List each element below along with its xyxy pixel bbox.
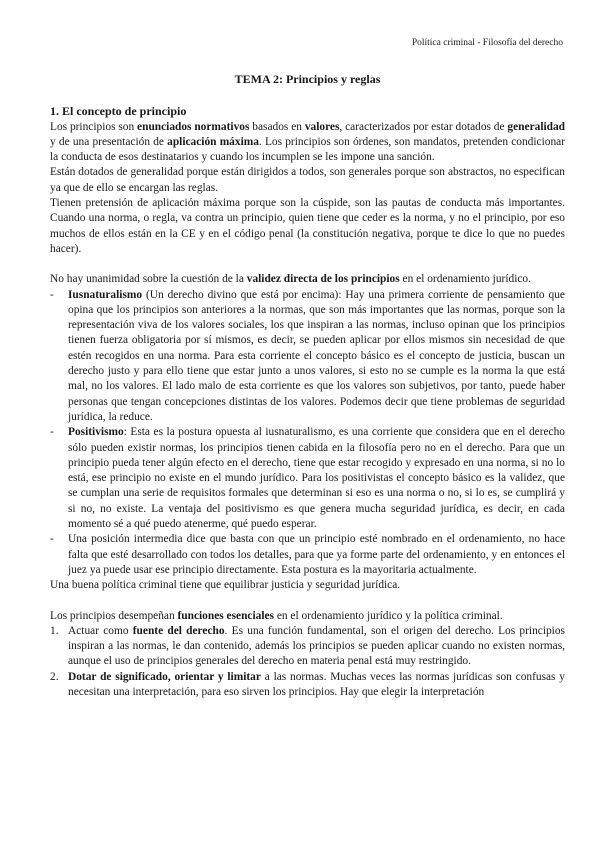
paragraph-validity: No hay unanimidad sobre la cuestión de la validez directa de los principios en el ordenamiento jurídico.: [50, 273, 531, 286]
paragraph-application: Tienen pretensión de aplicación máxima porque son la cúspide, son las pautas de conducta más importantes. Cuando una norma, o regla, va contra un principio, quien tiene que ceder es la norma, y no el principio, por eso muchos de ellos están en la CE y en el código penal (la constitución negativa, porque te dice lo que no puedes hacer).: [50, 197, 565, 255]
list-item: 2. Dotar de significado, orientar y limitar a las normas. Muchas veces las normas jurídicas son confusas y necesitan una interpretación, para eso sirven los principios. Hay que elegir la interpretación: [50, 670, 565, 698]
section-heading: 1. El concepto de principio: [50, 104, 187, 119]
paragraph-balance: Una buena política criminal tiene que equilibrar justicia y seguridad jurídica.: [50, 579, 401, 592]
list-item: - Una posición intermedia dice que basta con que un principio esté nombrado en el ordenamiento, no hace falta que esté desarrollado con todos los detalles, para que ya forme parte del ordenamiento, y en entonces el juez ya puede usar ese principio directamente. Esta postura es la mayoritaria actualmente.: [50, 533, 565, 576]
currents-list: [50, 288, 565, 579]
page-title: TEMA 2: Principios y reglas: [234, 72, 381, 86]
running-header: Política criminal - Filosofía del derecho: [411, 38, 563, 48]
list-item: - Positivismo: Esta es la postura opuesta al iusnaturalismo, es una corriente que considera que en el derecho sólo pueden existir normas, los principios tienen cabida en la filosofía pero no en el derecho. Para que un principio pueda tener algún efecto en el derecho, tiene que estar recogido y expresado en una norma, si no lo está, ese principio no existe en el mundo jurídico. Para los positivistas el concepto básico es la validez, que se cumplan una serie de requisitos formales que determinan si eso es una norma o no, si lo es, se cumplirá y si no, no existe. La ventaja del positivismo es que genera mucha seguridad jurídica, es decir, en cada momento sé a qué puedo atenerme, qué puedo esperar.: [50, 426, 565, 531]
document-body: [50, 72, 565, 700]
paragraph-generality: Están dotados de generalidad porque están dirigidos a todos, son generales porque son abstractos, no especifican ya que de ello se encargan las reglas.: [50, 166, 565, 194]
list-item: 1. Actuar como fuente del derecho. Es una función fundamental, son el origen del derecho. Los principios inspiran a las normas, le dan contenido, además los principios se pueden aplicar cuando no existen normas, aunque el uso de principios generales del derecho en materia penal está muy restringido.: [50, 624, 565, 668]
functions-list: [50, 624, 565, 700]
paragraph-functions-intro: Los principios desempeñan funciones esenciales en el ordenamiento jurídico y la política criminal.: [50, 609, 503, 622]
list-item: - Iusnaturalismo (Un derecho divino que está por encima): Hay una primera corriente de pensamiento que opina que los principios son anteriores a la normas, que son más importantes que las normas, porque son la representación viva de los valores sociales, los que inspiran a las normas, incluso opinan que los principios tienen fuerza obligatoria por sí mismos, es decir, se pueden aplicar por ellos mismos sin necesidad de que estén recogidos en una norma. Para esta corriente el concepto básico es el concepto de justicia, buscan un derecho justo y para ello tiene que estar junto a unos valores, si esto no se cumple es la norma la que está mal, no los valores. El lado malo de esta corriente es que los valores son subjetivos, por tanto, puede haber personas que tengan concepciones distintas de los valores. Podemos decir que tiene problemas de seguridad jurídica, la reduce.: [50, 288, 565, 423]
paragraph-definition: Los principios son enunciados normativos basados en valores, caracterizados por estar dotados de generalidad y de una presentación de aplicación máxima. Los principios son órdenes, son mandatos, pretenden condicionar la conducta de esos destinatarios y cuando los incumplen se les impone una sanción.: [50, 120, 566, 164]
